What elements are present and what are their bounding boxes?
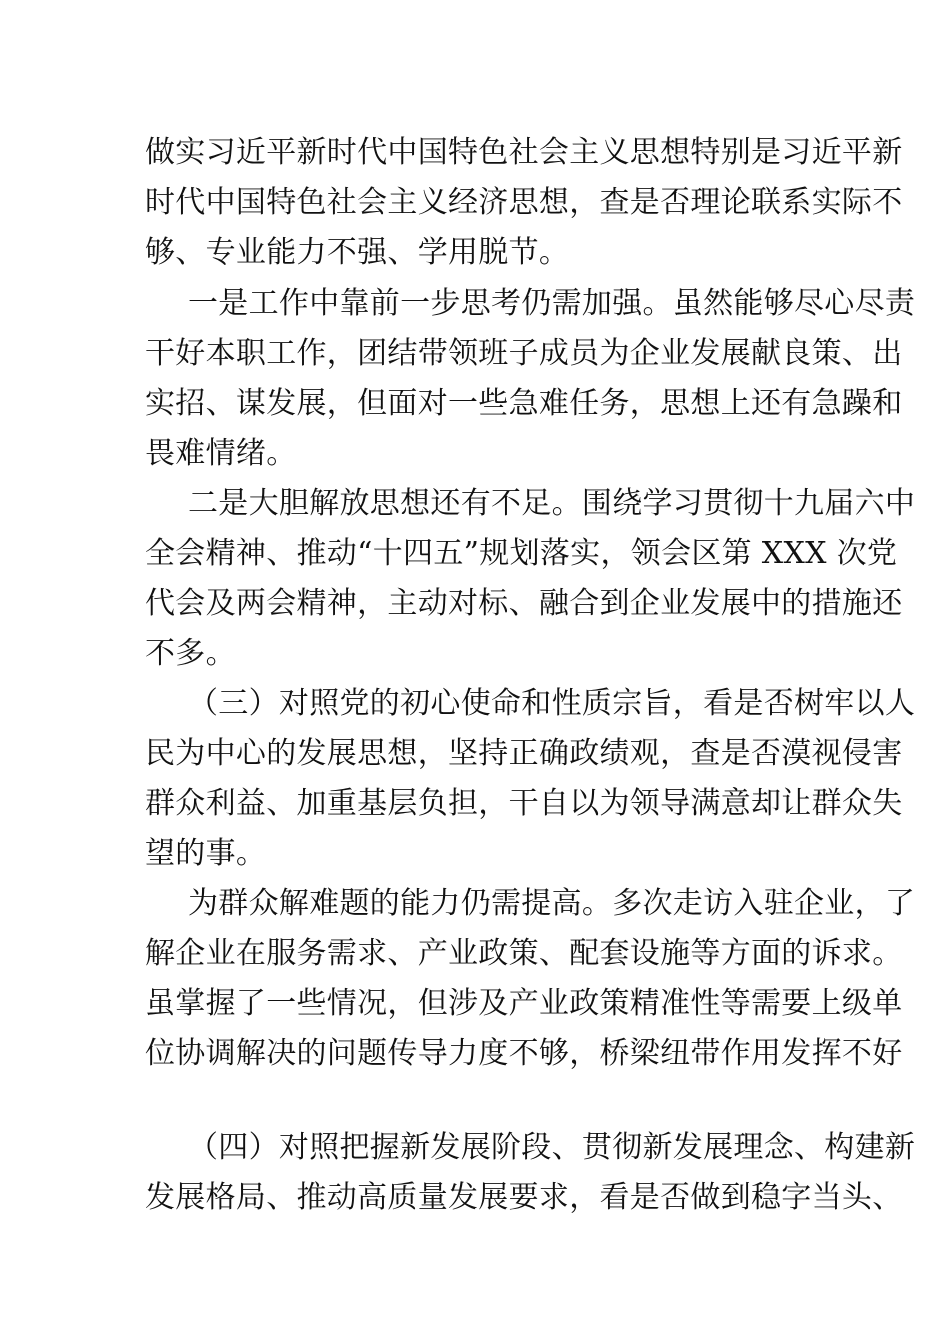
- text-line: 不多。: [145, 636, 236, 671]
- section-heading-line: （四）对照把握新发展阶段、贯彻新发展理念、构建新: [188, 1130, 916, 1165]
- text-line: 望的事。: [145, 836, 267, 871]
- text-line: 畏难情绪。: [145, 436, 297, 471]
- text-line: 做实习近平新时代中国特色社会主义思想特别是习近平新: [145, 135, 903, 170]
- text-line: 实招、谋发展，但面对一些急难任务，思想上还有急躁和: [145, 386, 903, 421]
- paragraph-first-line: 为群众解难题的能力仍需提高。多次走访入驻企业，了: [188, 886, 916, 921]
- text-line: 够、专业能力不强、学用脱节。: [145, 235, 570, 270]
- text-line: 解企业在服务需求、产业政策、配套设施等方面的诉求。: [145, 936, 903, 971]
- paragraph-first-line: 一是工作中靠前一步思考仍需加强。虽然能够尽心尽责: [188, 286, 916, 321]
- section-heading-line: （三）对照党的初心使命和性质宗旨，看是否树牢以人: [188, 686, 916, 721]
- paragraph-first-line: 二是大胆解放思想还有不足。围绕学习贯彻十九届六中: [188, 486, 916, 521]
- text-line: 民为中心的发展思想，坚持正确政绩观，查是否漠视侵害: [145, 736, 903, 771]
- text-line: 代会及两会精神，主动对标、融合到企业发展中的措施还: [145, 586, 903, 621]
- text-line: 虽掌握了一些情况，但涉及产业政策精准性等需要上级单: [145, 986, 903, 1021]
- text-line: 时代中国特色社会主义经济思想，查是否理论联系实际不: [145, 185, 903, 220]
- text-line: 发展格局、推动高质量发展要求，看是否做到稳字当头、: [145, 1180, 903, 1215]
- text-line: 位协调解决的问题传导力度不够，桥梁纽带作用发挥不好: [145, 1036, 903, 1071]
- text-line: 群众利益、加重基层负担，干自以为领导满意却让群众失: [145, 786, 903, 821]
- text-line: 全会精神、推动“十四五”规划落实，领会区第 XXX 次党: [145, 536, 898, 571]
- text-line: 干好本职工作，团结带领班子成员为企业发展献良策、出: [145, 336, 903, 371]
